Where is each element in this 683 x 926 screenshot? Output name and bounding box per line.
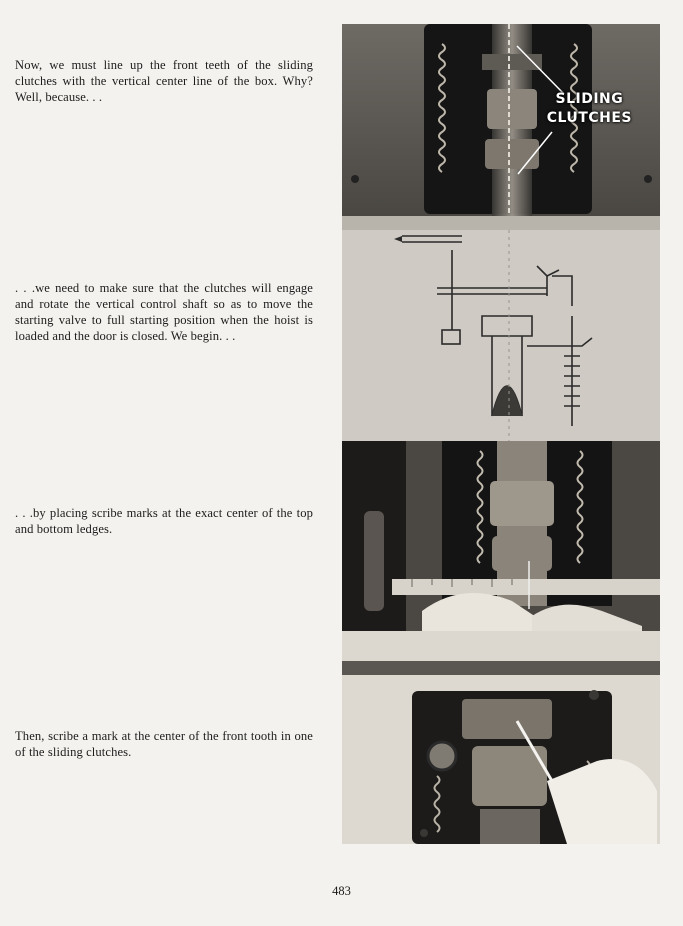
paragraph-engage-reason: . . .we need to make sure that the clutches will engage and rotate the vertical control shaft so as to move the starting valve to full starting position when the hoist is loaded and the door is closed. We begin. . . (15, 281, 313, 343)
page-number: 483 (332, 884, 351, 898)
callout-line-1: SLIDING (555, 91, 624, 107)
sliding-clutches-callout (547, 90, 632, 128)
paragraph-scribe-tooth: Then, scribe a mark at the center of the front tooth in one of the sliding clutches. (15, 729, 313, 759)
photo-column (342, 24, 660, 844)
photo-scribe-ledges (342, 441, 660, 661)
diagram-control-linkage (342, 216, 660, 441)
photo-sliding-clutches (342, 24, 660, 216)
photo-scribe-tooth (342, 661, 660, 844)
paragraph-scribe-ledges: . . .by placing scribe marks at the exact center of the top and bottom ledges. (15, 506, 313, 536)
callout-line-2: CLUTCHES (546, 110, 632, 126)
paragraph-clutch-alignment: Now, we must line up the front teeth of the sliding clutches with the vertical center line of the box. Why? Well, because. . . (15, 58, 313, 104)
